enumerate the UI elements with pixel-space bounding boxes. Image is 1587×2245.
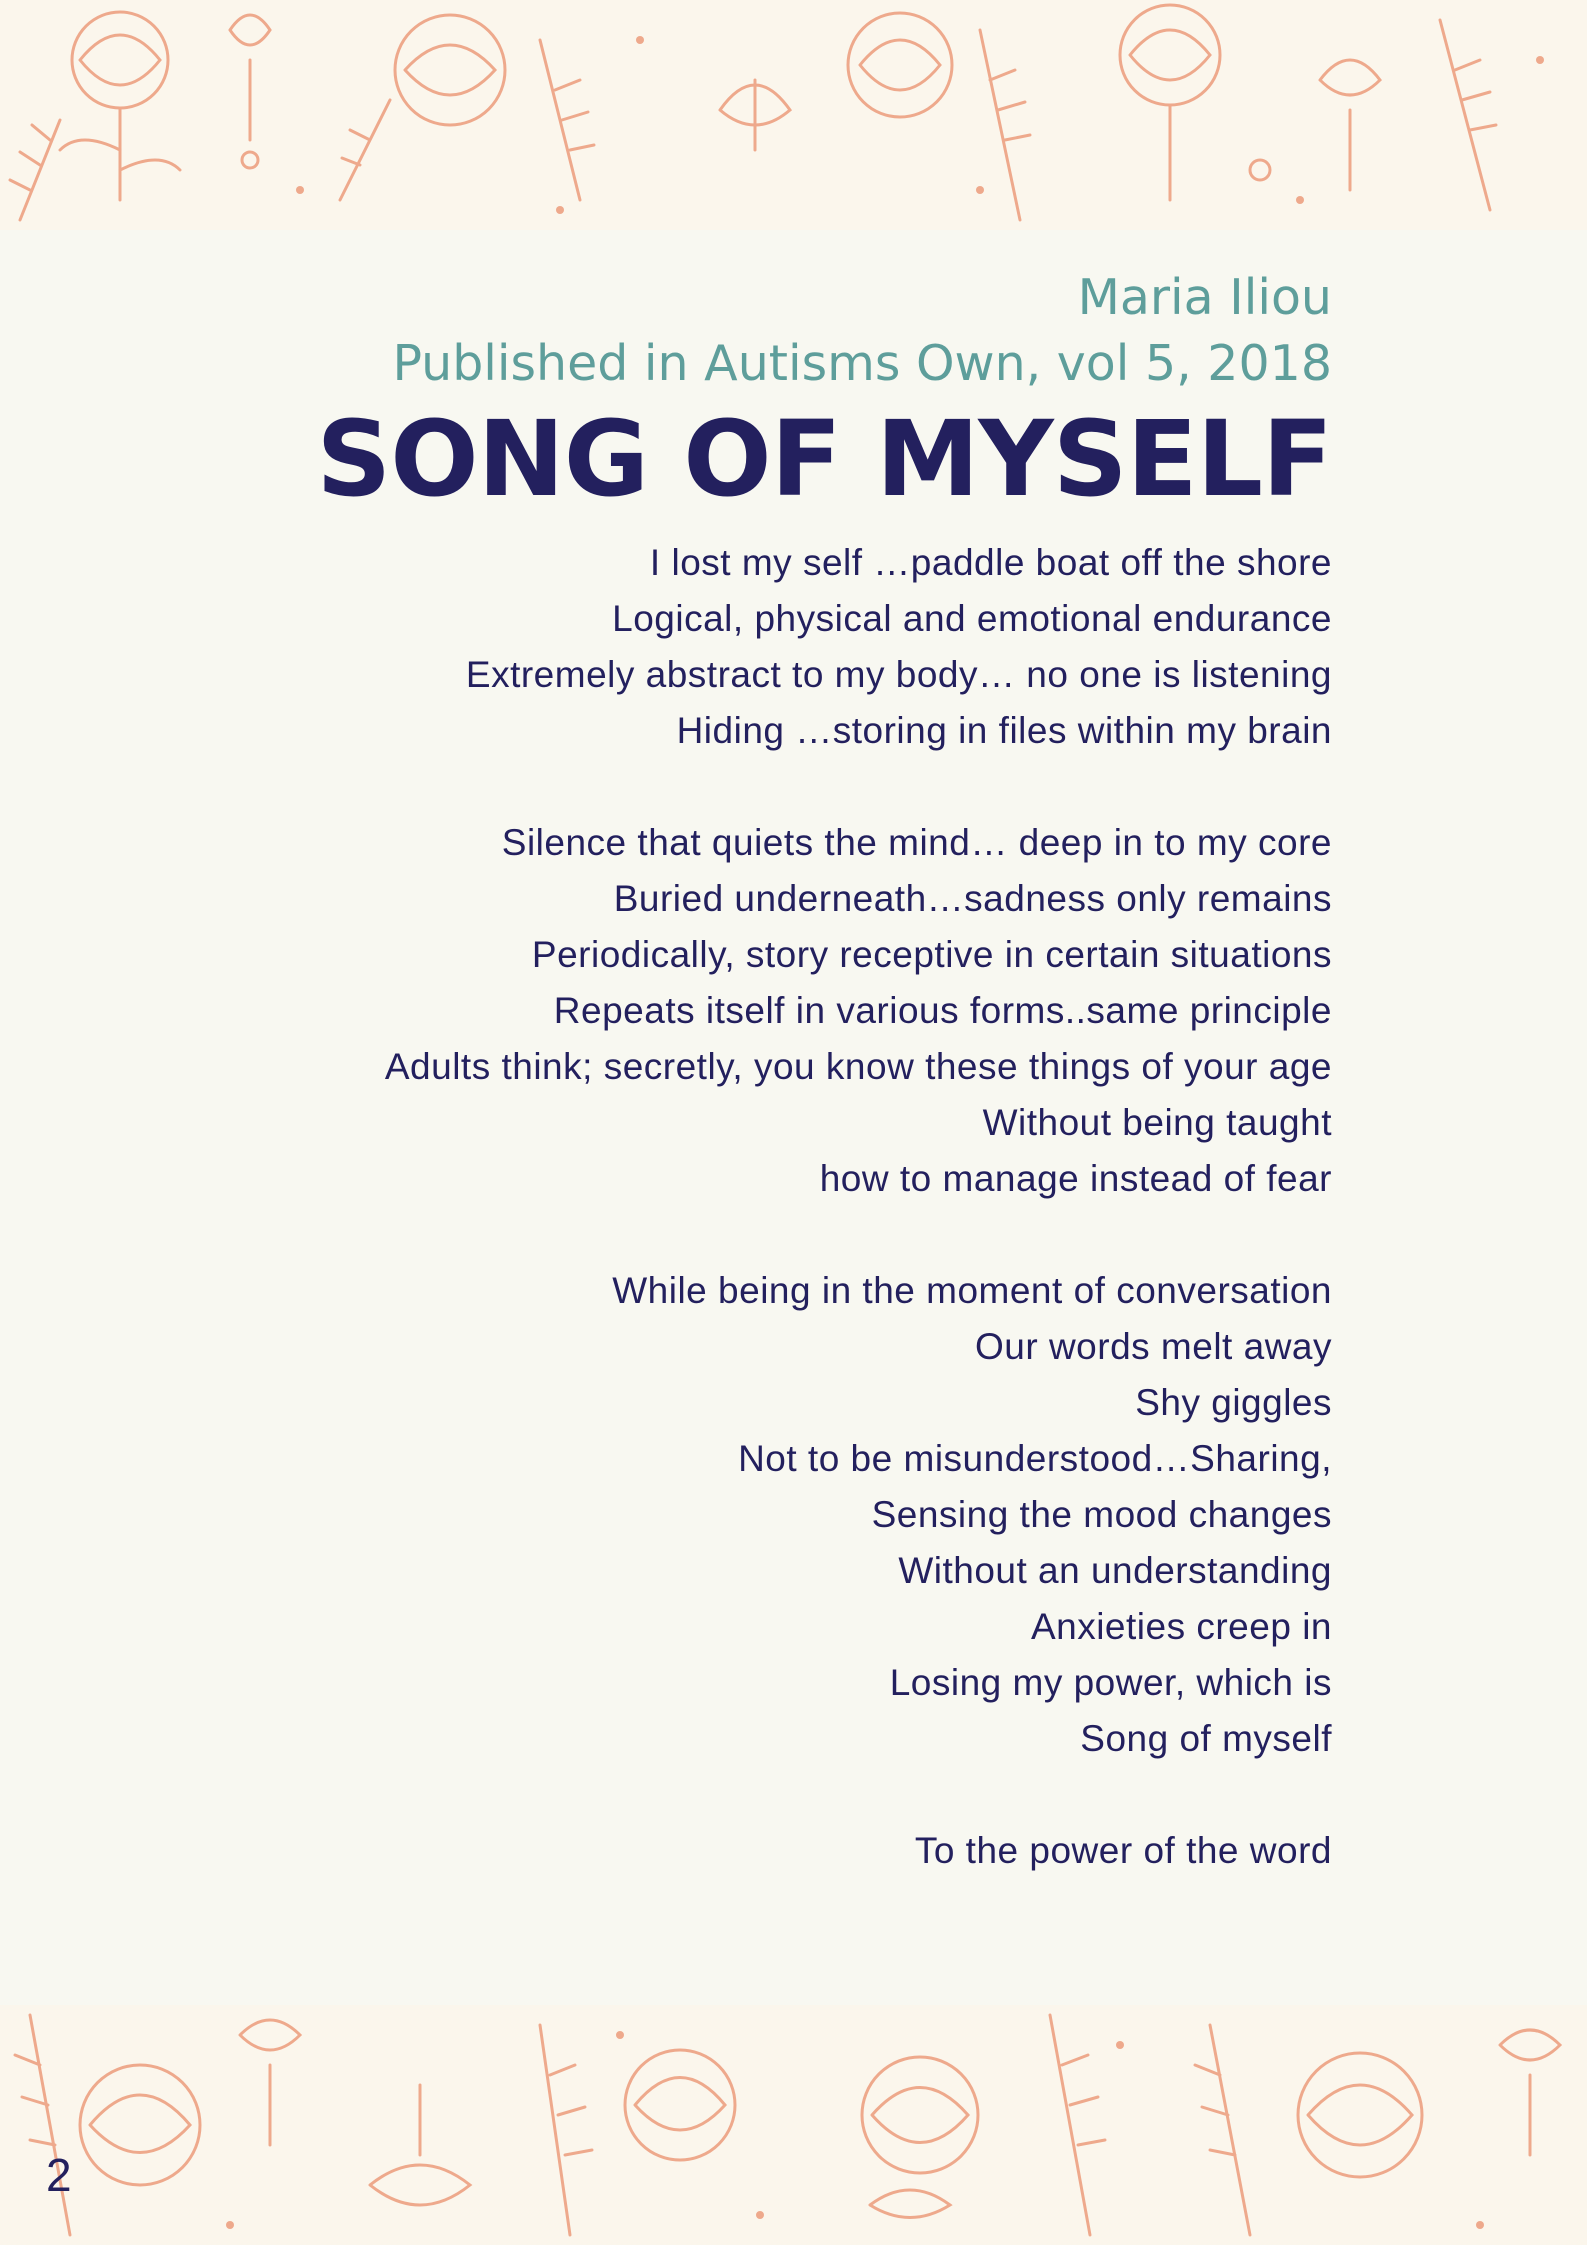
poem-line: Silence that quiets the mind… deep in to my core <box>501 822 1332 863</box>
poem-line: Sensing the mood changes <box>871 1494 1332 1535</box>
poem-line: Adults think; secretly, you know these things of your age <box>384 1046 1332 1087</box>
poem-line: Shy giggles <box>1135 1382 1332 1423</box>
bottom-floral-border <box>0 2005 1587 2245</box>
poem-line: Anxieties creep in <box>1030 1606 1332 1647</box>
poem-line: To the power of the word <box>914 1830 1332 1871</box>
poem-title: SONG OF MYSELF <box>316 398 1332 520</box>
poem-line: Not to be misunderstood…Sharing, <box>738 1438 1332 1479</box>
stanza-1 <box>132 535 1332 759</box>
poem-line: Hiding …storing in files within my brain <box>676 710 1332 751</box>
poem-line: Logical, physical and emotional endurance <box>612 598 1332 639</box>
poem-line: Losing my power, which is <box>889 1662 1332 1703</box>
publication-info: Published in Autisms Own, vol 5, 2018 <box>392 335 1332 392</box>
page-number: 2 <box>46 2149 72 2201</box>
poem-line: Without being taught <box>982 1102 1332 1143</box>
poem-page-content <box>132 265 1332 1935</box>
poem-line: Buried underneath…sadness only remains <box>613 878 1332 919</box>
poem-line: Song of myself <box>1080 1718 1332 1759</box>
stanza-2 <box>132 815 1332 1207</box>
floral-pattern-icon <box>0 2005 1587 2245</box>
poem-line: Repeats itself in various forms..same principle <box>553 990 1332 1031</box>
stanza-4 <box>132 1823 1332 1879</box>
poem-line: Without an understanding <box>898 1550 1332 1591</box>
author-name: Maria Iliou <box>1077 269 1332 326</box>
stanza-3 <box>132 1263 1332 1767</box>
poem-line: I lost my self …paddle boat off the shore <box>649 542 1332 583</box>
floral-pattern-icon <box>0 0 1587 230</box>
poem-line: how to manage instead of fear <box>819 1158 1332 1199</box>
poem-line: Periodically, story receptive in certain situations <box>531 934 1332 975</box>
poem-line: While being in the moment of conversation <box>612 1270 1332 1311</box>
poem-line: Extremely abstract to my body… no one is listening <box>465 654 1332 695</box>
poem-line: Our words melt away <box>975 1326 1332 1367</box>
top-floral-border <box>0 0 1587 230</box>
